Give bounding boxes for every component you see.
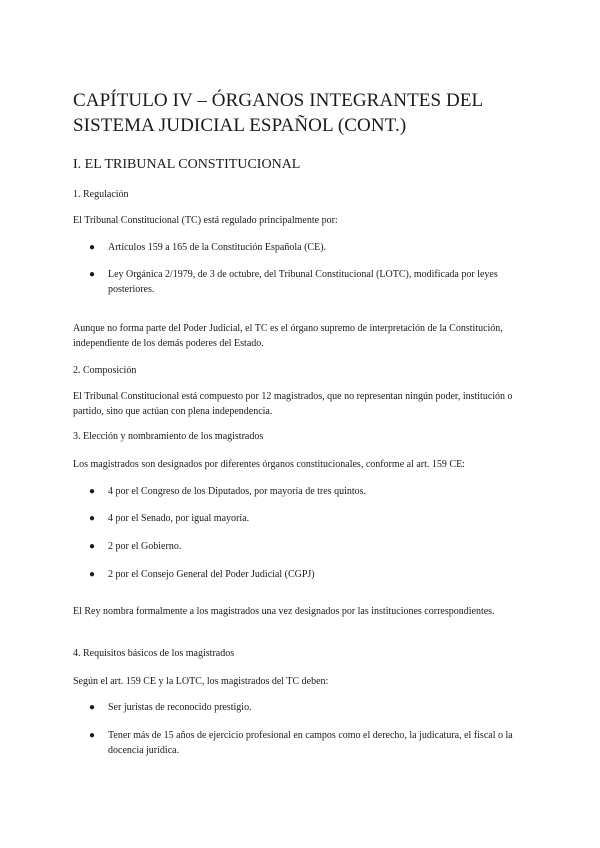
list-item-text: 2 por el Gobierno. (108, 541, 182, 552)
list-item-text: 4 por el Congreso de los Diputados, por mayoría de tres quintos. (108, 486, 367, 497)
subheading-eleccion: 3. Elección y nombramiento de los magistrados (73, 431, 264, 442)
list-item-text: 2 por el Consejo General del Poder Judicial (CGPJ) (108, 569, 315, 580)
list-item (89, 539, 519, 554)
list-item-text: Artículos 159 a 165 de la Constitución Española (CE). (108, 242, 327, 253)
chapter-title (73, 88, 528, 138)
paragraph-eleccion-intro: Los magistrados son designados por diferentes órganos constitucionales, conforme al art. 159 CE: (73, 459, 465, 470)
list-item-text: Ley Orgánica 2/1979, de 3 de octubre, del Tribunal Constitucional (LOTC), modificada por leyes posteriores. (108, 269, 498, 295)
subheading-regulacion: 1. Regulación (73, 189, 129, 200)
bullet-icon: ● (89, 486, 96, 497)
chapter-title-line-2: SISTEMA JUDICIAL ESPAÑOL (CONT.) (73, 115, 407, 136)
chapter-title-line-1: CAPÍTULO IV – ÓRGANOS INTEGRANTES DEL (73, 90, 484, 111)
list-item (89, 267, 519, 297)
bullet-icon: ● (89, 513, 96, 524)
list-item (89, 567, 519, 582)
paragraph-regulacion-note: Aunque no forma parte del Poder Judicial, el TC es el órgano supremo de interpretación de la Constitución, independiente de los demás poderes del Estado. (73, 323, 503, 349)
list-item (89, 484, 519, 499)
bullet-icon: ● (89, 242, 96, 253)
list-item (89, 700, 519, 715)
paragraph-eleccion-note: El Rey nombra formalmente a los magistrados una vez designados por las instituciones correspondientes. (73, 606, 495, 617)
document-page (73, 88, 528, 756)
paragraph-composicion: El Tribunal Constitucional está compuesto por 12 magistrados, que no representan ningún poder, institución o partido, sino que actúan con plena independencia. (73, 391, 513, 417)
bullet-icon: ● (89, 702, 96, 713)
list-item (89, 240, 519, 255)
subheading-composicion: 2. Composición (73, 365, 137, 376)
list-item-text: Tener más de 15 años de ejercicio profesional en campos como el derecho, la judicatura, el fiscal o la docencia jurídica. (108, 730, 513, 756)
paragraph-regulacion-intro: El Tribunal Constitucional (TC) está regulado principalmente por: (73, 215, 338, 226)
list-item-text: Ser juristas de reconocido prestigio. (108, 702, 252, 713)
bullet-icon: ● (89, 730, 96, 741)
list-item (89, 728, 519, 758)
list-item (89, 511, 519, 526)
subheading-requisitos: 4. Requisitos básicos de los magistrados (73, 648, 235, 659)
list-item-text: 4 por el Senado, por igual mayoría. (108, 513, 250, 524)
bullet-icon: ● (89, 269, 96, 280)
bullet-icon: ● (89, 569, 96, 580)
bullet-icon: ● (89, 541, 96, 552)
paragraph-requisitos-intro: Según el art. 159 CE y la LOTC, los magistrados del TC deben: (73, 676, 329, 687)
section-heading: I. EL TRIBUNAL CONSTITUCIONAL (73, 157, 301, 172)
